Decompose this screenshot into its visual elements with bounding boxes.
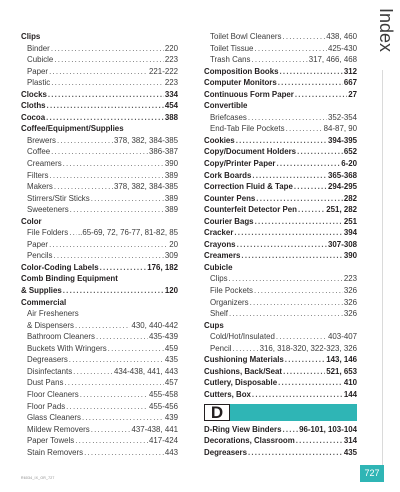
entry-label: End-Tab File Pockets <box>210 124 285 134</box>
leader-dots <box>236 135 327 147</box>
entry-pages: 403-407 <box>328 332 357 342</box>
leader-dots <box>100 262 147 274</box>
index-subentry <box>21 43 178 55</box>
index-subentry <box>21 204 178 216</box>
leader-dots <box>51 43 164 55</box>
entry-label: Briefcases <box>210 112 247 122</box>
leader-dots <box>64 377 163 389</box>
page-number: 727 <box>360 465 384 482</box>
entry-pages: 652 <box>343 147 357 157</box>
index-subentry <box>21 193 178 205</box>
entry-pages: 223 <box>164 78 178 88</box>
entry-label: Brewers <box>27 135 56 145</box>
entry-pages: 454 <box>164 101 178 111</box>
entry-pages: 443 <box>164 447 178 457</box>
entry-label: Cushions, Back/Seat <box>204 366 283 376</box>
entry-label: Plastic <box>27 78 51 88</box>
index-entry <box>204 204 357 216</box>
entry-label: Commercial <box>21 297 67 307</box>
entry-pages: 459 <box>164 343 178 353</box>
entry-pages: 312 <box>343 66 357 76</box>
leader-dots <box>49 239 168 251</box>
entry-pages: 96-101, 103-104 <box>299 424 357 434</box>
leader-dots <box>295 89 347 101</box>
leader-dots <box>276 331 327 343</box>
index-column-right <box>204 31 357 458</box>
leader-dots <box>91 424 131 436</box>
entry-label: Organizers <box>210 297 249 307</box>
entry-label: Creamers <box>27 159 62 169</box>
leader-dots <box>241 250 342 262</box>
entry-pages: 390 <box>343 251 357 261</box>
index-subentry <box>21 181 178 193</box>
index-entry <box>204 181 357 193</box>
leader-dots <box>229 308 343 320</box>
entry-label: Makers <box>27 182 53 192</box>
index-subentry <box>204 31 357 43</box>
entry-label: & Dispensers <box>27 320 74 330</box>
index-entry <box>204 250 357 262</box>
index-subentry <box>204 112 357 124</box>
leader-dots <box>297 146 343 158</box>
leader-dots <box>234 227 342 239</box>
entry-label: Paper <box>27 239 49 249</box>
entry-label: Clocks <box>21 89 47 99</box>
leader-dots <box>278 377 343 389</box>
leader-dots <box>252 389 343 401</box>
index-subentry <box>204 343 357 355</box>
leader-dots <box>276 158 340 170</box>
entry-label: Cushioning Materials <box>204 355 284 365</box>
leader-dots <box>252 170 327 182</box>
entry-label: Glass Cleaners <box>27 413 81 423</box>
index-entry <box>204 424 357 436</box>
entry-label: Stirrers/Stir Sticks <box>27 193 90 203</box>
index-entry <box>204 227 357 239</box>
entry-label: File Pockets <box>210 286 253 296</box>
entry-label: Cookies <box>204 135 235 145</box>
entry-label: Cracker <box>204 228 234 238</box>
leader-dots <box>47 100 164 112</box>
entry-label: Courier Bags <box>204 216 254 226</box>
index-entry <box>204 389 357 401</box>
entry-pages: 437-438, 441 <box>131 424 178 434</box>
leader-dots <box>66 401 148 413</box>
entry-pages: 457 <box>164 378 178 388</box>
index-subentry <box>204 43 357 55</box>
index-column-left <box>21 31 178 458</box>
leader-dots <box>84 447 164 459</box>
entry-label: Color-Coding Labels <box>21 262 99 272</box>
index-entry <box>204 239 357 251</box>
entry-pages: 223 <box>343 274 357 284</box>
index-entry <box>21 262 178 274</box>
index-entry <box>204 146 357 158</box>
entry-pages: 326 <box>343 297 357 307</box>
leader-dots <box>282 424 298 436</box>
entry-label: Color <box>21 216 42 226</box>
index-subentry <box>204 285 357 297</box>
index-subentry <box>21 158 178 170</box>
entry-label: Bathroom Cleaners <box>27 332 95 342</box>
leader-dots <box>229 273 343 285</box>
entry-pages: 84-87, 90 <box>323 124 357 134</box>
entry-pages: 314 <box>343 436 357 446</box>
entry-pages: 317, 466, 468 <box>308 55 357 65</box>
entry-pages: 455-458 <box>149 389 178 399</box>
index-subentry <box>21 343 178 355</box>
index-subentry <box>21 308 178 320</box>
index-subentry <box>21 135 178 147</box>
entry-label: Decorations, Classroom <box>204 436 295 446</box>
index-entry <box>204 158 357 170</box>
index-entry <box>204 77 357 89</box>
entry-label: Trash Cans <box>210 55 251 65</box>
index-subentry <box>21 401 178 413</box>
entry-pages: ..65-69, 72, 76-77, 81-82, 85 <box>77 228 178 238</box>
entry-pages: 417-424 <box>149 436 178 446</box>
index-subentry <box>21 354 178 366</box>
index-subentry <box>21 366 178 378</box>
entry-label: Toilet Bowl Cleaners <box>210 32 282 41</box>
entry-pages: 389 <box>164 170 178 180</box>
entry-pages: 251, 282 <box>326 205 357 215</box>
leader-dots <box>256 193 343 205</box>
entry-label: Composition Books <box>204 66 279 76</box>
leader-dots <box>108 343 164 355</box>
index-subentry <box>21 54 178 66</box>
entry-label: Buckets With Wringers <box>27 343 107 353</box>
index-entry <box>21 297 178 309</box>
leader-dots <box>91 193 164 205</box>
entry-label: Cold/Hot/Insulated <box>210 332 275 342</box>
entry-label: Paper <box>27 66 49 76</box>
leader-dots <box>252 54 308 66</box>
entry-pages: 309 <box>164 251 178 261</box>
leader-dots <box>51 77 164 89</box>
leader-dots <box>285 354 325 366</box>
entry-pages: 521, 653 <box>326 366 357 376</box>
index-entries-c <box>204 31 357 401</box>
index-entry <box>204 100 357 112</box>
entry-pages: 439 <box>164 413 178 423</box>
leader-dots <box>283 31 326 43</box>
leader-dots <box>63 158 164 170</box>
index-entry <box>21 31 178 43</box>
entry-pages: 282 <box>343 193 357 203</box>
entry-pages: 434-438, 441, 443 <box>113 366 178 376</box>
entry-pages: 378, 382, 384-385 <box>113 135 178 145</box>
leader-dots <box>49 170 163 182</box>
entry-label: Computer Monitors <box>204 78 277 88</box>
leader-dots <box>280 66 343 78</box>
leader-dots <box>54 54 164 66</box>
leader-dots <box>70 204 164 216</box>
entry-label: Crayons <box>204 239 236 249</box>
entry-pages: 6-20 <box>341 159 357 169</box>
leader-dots <box>294 181 327 193</box>
index-entry <box>204 320 357 332</box>
index-subentry <box>21 320 178 332</box>
entry-pages: 435 <box>343 447 357 457</box>
index-subentry <box>21 331 178 343</box>
entry-pages: 425-430 <box>328 43 357 53</box>
entry-pages: 223 <box>164 55 178 65</box>
index-entry <box>204 170 357 182</box>
entry-pages: 352-354 <box>328 112 357 122</box>
entry-pages: 438, 460 <box>326 32 357 41</box>
leader-dots <box>69 354 164 366</box>
index-subentry <box>204 273 357 285</box>
entry-pages: 394-395 <box>328 135 357 145</box>
entry-pages: 430, 440-442 <box>131 320 178 330</box>
leader-dots <box>69 227 77 239</box>
index-subentry <box>21 435 178 447</box>
index-subentry <box>204 331 357 343</box>
index-subentry <box>21 389 178 401</box>
entry-label: Paper Towels <box>27 436 75 446</box>
entry-pages: 221-222 <box>149 66 178 76</box>
entry-pages: 176, 182 <box>147 262 178 272</box>
entry-label: Floor Pads <box>27 401 66 411</box>
leader-dots <box>298 204 325 216</box>
index-subentry <box>21 377 178 389</box>
entry-pages: 388 <box>164 112 178 122</box>
index-subentry <box>204 123 357 135</box>
leader-dots <box>54 181 113 193</box>
leader-dots <box>80 389 148 401</box>
index-entry <box>21 285 178 297</box>
entry-pages: 394 <box>343 228 357 238</box>
entry-pages: 27 <box>348 89 357 99</box>
entry-label: Coffee/Equipment/Supplies <box>21 124 124 134</box>
leader-dots <box>48 89 164 101</box>
entry-label: File Folders <box>27 228 69 238</box>
leader-dots <box>248 112 327 124</box>
entry-pages: 144 <box>343 389 357 399</box>
entry-pages: 251 <box>343 216 357 226</box>
entry-label: Copy/Document Holders <box>204 147 297 157</box>
leader-dots <box>254 43 327 55</box>
entry-pages: 307-308 <box>328 239 357 249</box>
entry-pages: 435 <box>164 355 178 365</box>
entry-pages: 410 <box>343 378 357 388</box>
entry-pages: 455-456 <box>149 401 178 411</box>
entry-label: Cocoa <box>21 112 46 122</box>
entry-pages: 326 <box>343 286 357 296</box>
leader-dots <box>296 435 343 447</box>
index-entry <box>21 89 178 101</box>
entry-label: Mildew Removers <box>27 424 90 434</box>
entry-label: Cloths <box>21 101 46 111</box>
entry-label: Cups <box>204 320 224 330</box>
leader-dots <box>63 285 164 297</box>
entry-label: Copy/Printer Paper <box>204 159 276 169</box>
leader-dots <box>49 66 148 78</box>
leader-dots <box>250 297 343 309</box>
section-letter: D <box>204 404 230 421</box>
leader-dots <box>278 77 343 89</box>
index-subentry <box>21 146 178 158</box>
entry-label: Clips <box>210 274 228 284</box>
leader-dots <box>237 239 327 251</box>
entry-pages: 294-295 <box>328 182 357 192</box>
entry-label: Convertible <box>204 101 248 111</box>
leader-dots <box>57 135 113 147</box>
index-entry <box>21 273 178 285</box>
entry-label: Shelf <box>210 309 228 319</box>
entry-label: Toilet Tissue <box>210 43 254 53</box>
index-entry <box>204 435 357 447</box>
index-entry <box>204 447 357 459</box>
entry-pages: 365-368 <box>328 170 357 180</box>
entry-label: Cubicle <box>27 55 54 65</box>
entry-pages: 435-439 <box>149 332 178 342</box>
index-subentry <box>204 54 357 66</box>
letter-section-banner <box>204 404 357 421</box>
entry-pages: 143, 146 <box>326 355 357 365</box>
index-entry <box>204 135 357 147</box>
index-subentry <box>21 77 178 89</box>
index-entry <box>21 123 178 135</box>
entry-label: Dust Pans <box>27 378 64 388</box>
index-subentry <box>204 308 357 320</box>
entry-label: Stain Removers <box>27 447 84 457</box>
leader-dots <box>96 331 148 343</box>
entry-label: Degreasers <box>27 355 68 365</box>
entry-label: Pencils <box>27 251 53 261</box>
index-subentry <box>21 412 178 424</box>
index-subentry <box>21 424 178 436</box>
entry-label: D-Ring View Binders <box>204 424 282 434</box>
entry-label: Pencil <box>210 343 232 353</box>
entry-pages: 316, 318-320, 322-323, 326 <box>259 343 357 353</box>
index-subentry <box>21 227 178 239</box>
entry-label: Cutlery, Disposable <box>204 378 278 388</box>
leader-dots <box>248 447 343 459</box>
entry-pages: 389 <box>164 193 178 203</box>
index-entries-d <box>204 424 357 459</box>
index-entry <box>21 216 178 228</box>
entry-pages: 334 <box>164 89 178 99</box>
entry-pages: 389 <box>164 205 178 215</box>
section-bar <box>230 404 357 421</box>
entry-pages: 667 <box>343 78 357 88</box>
entry-pages: 20 <box>169 239 178 249</box>
leader-dots <box>51 146 148 158</box>
leader-dots <box>73 366 113 378</box>
entry-label: Correction Fluid & Tape <box>204 182 293 192</box>
index-subentry <box>21 239 178 251</box>
index-entry <box>204 366 357 378</box>
entry-label: Counterfeit Detector Pen <box>204 205 297 215</box>
entry-label: Disinfectants <box>27 366 73 376</box>
entry-label: Coffee <box>27 147 51 157</box>
entry-label: Clips <box>21 32 41 41</box>
index-entry <box>204 354 357 366</box>
entry-pages: 220 <box>164 43 178 53</box>
entry-label: Sweeteners <box>27 205 69 215</box>
entry-label: Continuous Form Paper <box>204 89 294 99</box>
entry-label: Filters <box>27 170 49 180</box>
entry-pages: 378, 382, 384-385 <box>113 182 178 192</box>
index-subentry <box>204 297 357 309</box>
side-divider <box>382 70 383 470</box>
leader-dots <box>53 250 163 262</box>
leader-dots <box>82 412 164 424</box>
index-entry <box>204 66 357 78</box>
entry-pages: 386-387 <box>149 147 178 157</box>
index-subentry <box>21 447 178 459</box>
footer-code: R6034_IX_OR_727 <box>21 476 55 480</box>
entry-label: Cork Boards <box>204 170 252 180</box>
index-entry <box>204 216 357 228</box>
index-title: Index <box>376 8 396 53</box>
entry-label: Comb Binding Equipment <box>21 274 118 284</box>
entry-label: & Supplies <box>21 286 62 296</box>
leader-dots <box>283 366 325 378</box>
leader-dots <box>75 320 131 332</box>
leader-dots <box>75 435 148 447</box>
leader-dots <box>255 216 343 228</box>
leader-dots <box>46 112 164 124</box>
index-subentry <box>21 170 178 182</box>
index-entry <box>204 89 357 101</box>
entry-label: Creamers <box>204 251 241 261</box>
index-entry <box>204 262 357 274</box>
entry-label: Binder <box>27 43 50 53</box>
entry-label: Air Fresheners <box>27 309 79 319</box>
entry-label: Counter Pens <box>204 193 256 203</box>
entry-label: Floor Cleaners <box>27 389 79 399</box>
entry-pages: 326 <box>343 309 357 319</box>
entry-pages: 120 <box>164 286 178 296</box>
entry-pages: 390 <box>164 159 178 169</box>
index-subentry <box>21 66 178 78</box>
index-entry <box>204 193 357 205</box>
index-entry <box>204 377 357 389</box>
index-entry <box>21 100 178 112</box>
leader-dots <box>254 285 343 297</box>
entry-label: Cutters, Box <box>204 389 251 399</box>
index-subentry <box>21 250 178 262</box>
entry-label: Degreasers <box>204 447 247 457</box>
leader-dots <box>233 343 259 355</box>
leader-dots <box>286 123 323 135</box>
index-entry <box>21 112 178 124</box>
entry-label: Cubicle <box>204 262 233 272</box>
